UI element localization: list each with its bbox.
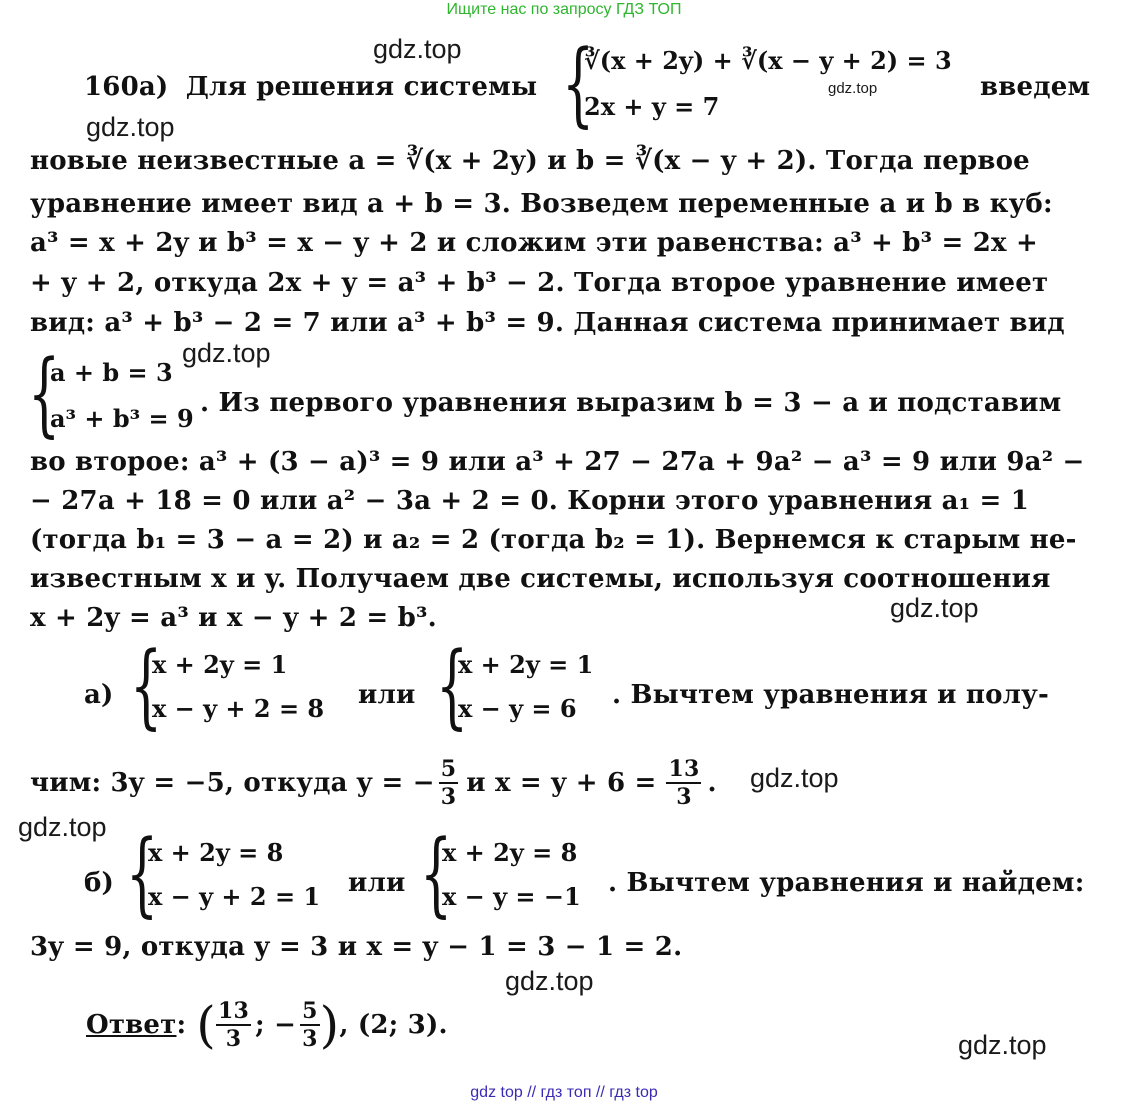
paren-close: ) <box>319 996 340 1054</box>
text-line: уравнение имеет вид a + b = 3. Возведем переменные a и b в куб: <box>30 189 1053 219</box>
text-line: x + 2y = a³ и x − y + 2 = b³. <box>30 603 437 633</box>
answer-colon: : <box>176 1010 187 1040</box>
watermark: gdz.top <box>373 34 462 64</box>
fraction-denominator: 3 <box>225 1026 242 1052</box>
case-b-result: 3y = 9, откуда y = 3 и x = y − 1 = 3 − 1 = 2. <box>30 932 683 962</box>
system-equation: x + 2y = 8 <box>442 838 578 867</box>
problem-intro: Для решения системы <box>185 72 538 102</box>
watermark: gdz.top <box>958 1030 1047 1060</box>
text-line: . Вычтем уравнения и найдем: <box>608 868 1085 898</box>
system-brace: { <box>126 820 159 927</box>
system-equation: x − y = 6 <box>458 694 577 723</box>
text-line: (тогда b₁ = 3 − a = 2) и a₂ = 2 (тогда b₂ = 1). Вернемся к старым не- <box>30 525 1077 555</box>
text-line: . Вычтем уравнения и полу- <box>612 680 1050 710</box>
system-brace: { <box>436 632 469 739</box>
text-line: . <box>707 768 717 798</box>
system-equation: a³ + b³ = 9 <box>50 404 194 433</box>
fraction-numerator: 5 <box>440 756 457 782</box>
fraction-denominator: 3 <box>302 1026 318 1052</box>
answer-fraction <box>216 998 251 1052</box>
system-equation: ∛(x + 2y) + ∛(x − y + 2) = 3 <box>584 46 952 75</box>
text-line: a³ = x + 2y и b³ = x − y + 2 и сложим эти равенства: a³ + b³ = 2x + <box>30 228 1038 258</box>
watermark: gdz.top <box>890 593 979 623</box>
fraction-numerator: 13 <box>668 756 700 782</box>
text-line: во второе: a³ + (3 − a)³ = 9 или a³ + 27 − 27a + 9a² − a³ = 9 или 9a² − <box>30 447 1085 477</box>
system-equation: x − y + 2 = 8 <box>152 694 325 723</box>
answer-separator: ; − <box>255 1010 297 1040</box>
system-brace: { <box>562 30 595 137</box>
watermark: gdz.top <box>828 80 878 97</box>
problem-number: 160а) <box>84 72 169 102</box>
system-brace: { <box>28 340 61 447</box>
case-a-result <box>30 756 717 810</box>
y-fraction <box>439 756 459 810</box>
answer-label: Ответ <box>86 1010 177 1040</box>
text-line: вид: a³ + b³ − 2 = 7 или a³ + b³ = 9. Данная система принимает вид <box>30 308 1065 338</box>
system-equation: a + b = 3 <box>50 358 173 387</box>
paren-open: ( <box>196 996 217 1054</box>
text-line: новые неизвестные a = ∛(x + 2y) и b = ∛(x − y + 2). Тогда первое <box>30 146 1030 176</box>
system-equation: x + 2y = 1 <box>458 650 594 679</box>
watermark: gdz.top <box>505 966 594 996</box>
text-line: известным x и y. Получаем две системы, используя соотношения <box>30 564 1051 594</box>
text-line: . Из первого уравнения выразим b = 3 − a и подставим <box>200 388 1062 418</box>
case-label: а) <box>84 680 114 710</box>
fraction-denominator: 3 <box>676 784 692 810</box>
answer-fraction <box>300 998 320 1052</box>
fraction-denominator: 3 <box>440 784 457 810</box>
problem-label <box>84 72 537 102</box>
footer: gdz top // гдз топ // гдз top <box>470 1084 658 1101</box>
text-line: чим: 3y = −5, откуда y = − <box>30 768 435 798</box>
system-equation: x − y + 2 = 1 <box>148 882 321 911</box>
system-equation: 2x + y = 7 <box>584 92 720 121</box>
problem-intro-end: введем <box>980 72 1091 102</box>
text-line: + y + 2, откуда 2x + y = a³ + b³ − 2. Тогда второе уравнение имеет <box>30 268 1049 298</box>
case-label: б) <box>84 868 115 898</box>
watermark: gdz.top <box>750 763 839 793</box>
system-equation: x + 2y = 8 <box>148 838 284 867</box>
text-line: и x = y + 6 = <box>466 768 657 798</box>
or-word: или <box>348 868 406 898</box>
or-word: или <box>358 680 416 710</box>
watermark: gdz.top <box>86 112 175 142</box>
text-line: − 27a + 18 = 0 или a² − 3a + 2 = 0. Корни этого уравнения a₁ = 1 <box>30 486 1030 516</box>
top-banner: Ищите нас по запросу ГДЗ ТОП <box>446 1 682 18</box>
system-brace: { <box>130 632 163 739</box>
watermark: gdz.top <box>182 338 271 368</box>
answer <box>86 996 448 1054</box>
fraction-numerator: 5 <box>302 998 318 1024</box>
system-equation: x + 2y = 1 <box>152 650 288 679</box>
watermark: gdz.top <box>18 812 107 842</box>
system-brace: { <box>420 820 453 927</box>
system-equation: x − y = −1 <box>442 882 581 911</box>
answer-tail: , (2; 3). <box>339 1010 448 1040</box>
fraction-numerator: 13 <box>218 998 250 1024</box>
x-fraction <box>666 756 701 810</box>
